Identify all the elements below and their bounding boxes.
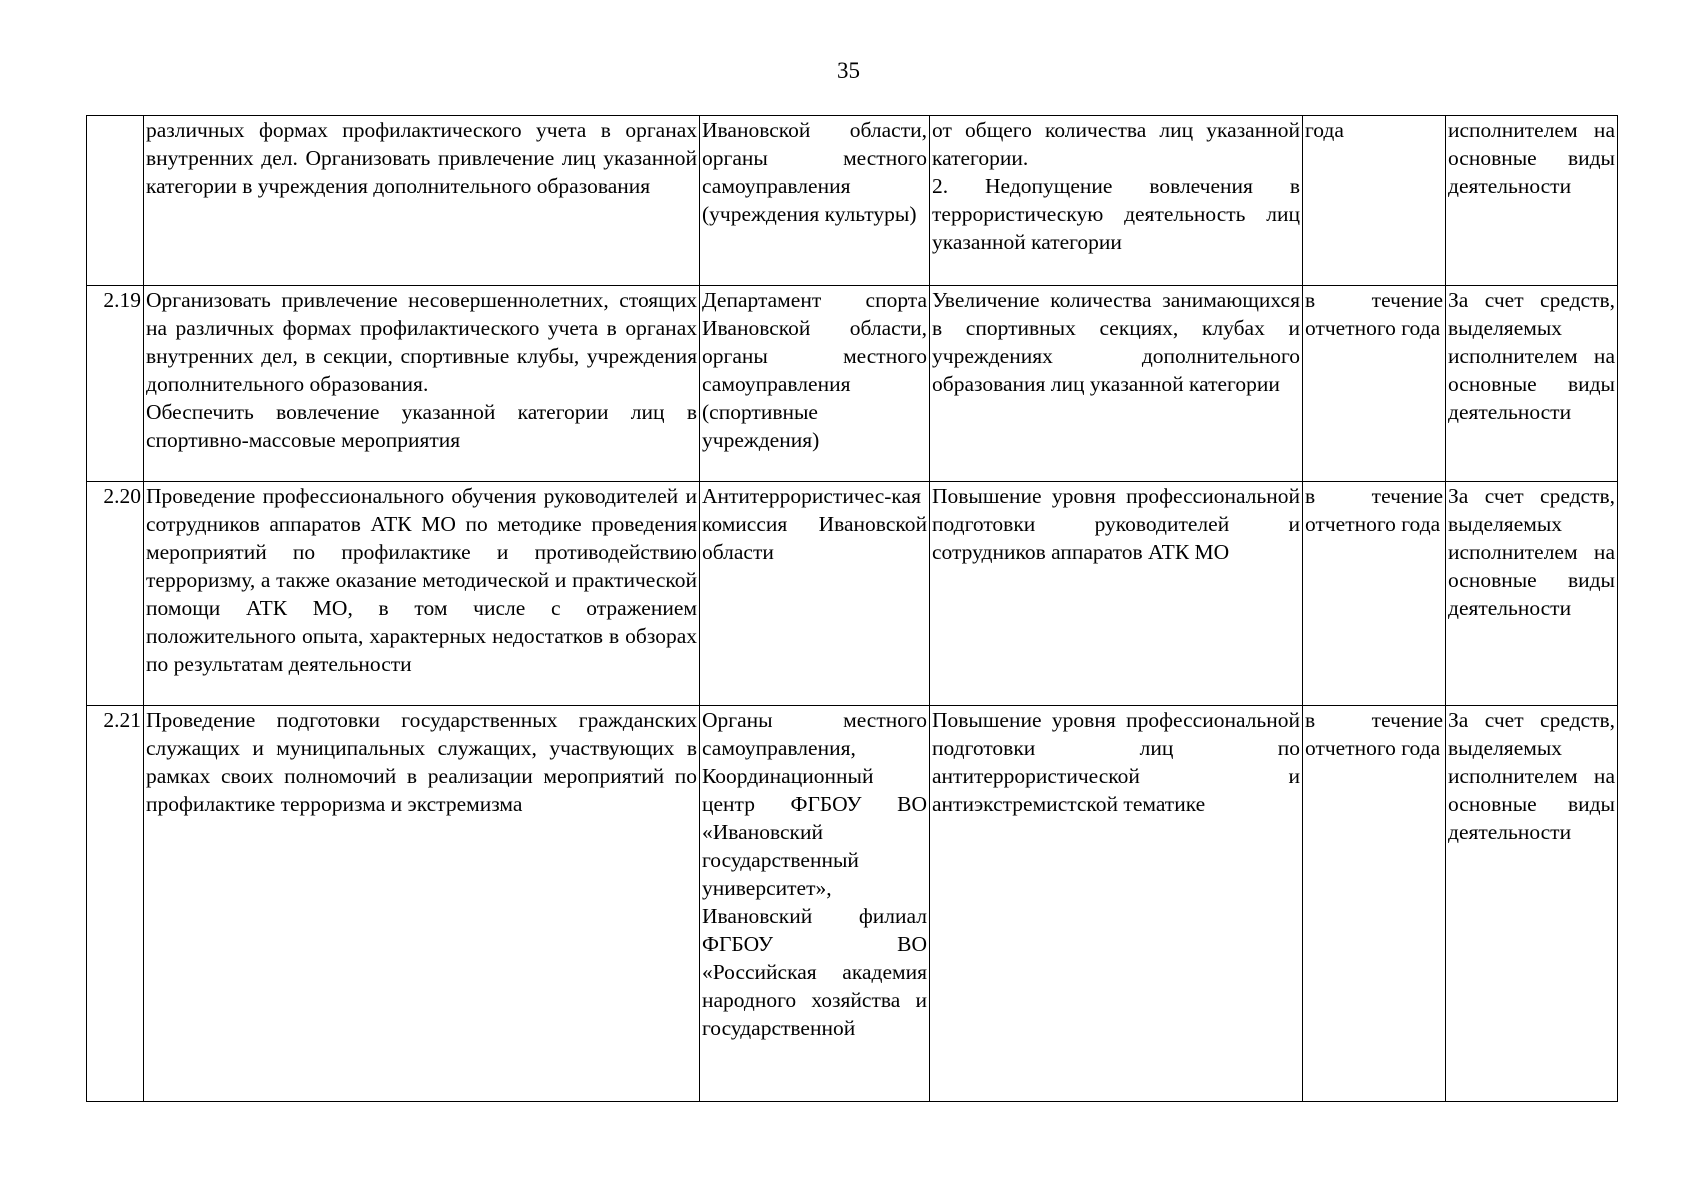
- row-number: 2.19: [87, 286, 144, 482]
- result-cell: [930, 116, 1303, 286]
- funding-cell: исполнителем на основные виды деятельности: [1446, 116, 1618, 286]
- executor-cell: Органы местного самоуправления, Координационный центр ФГБОУ ВО «Ивановский государственный университет», Ивановский филиал ФГБОУ ВО «Российская академия народного хозяйства и государственной: [700, 706, 930, 1102]
- measure-cell: различных формах профилактического учета в органах внутренних дел. Организовать привлечение лиц указанной категории в учреждения дополнительного образования: [144, 116, 700, 286]
- row-number: 2.21: [87, 706, 144, 1102]
- funding-cell: За счет средств, выделяемых исполнителем на основные виды деятельности: [1446, 286, 1618, 482]
- table-row: [87, 286, 1618, 482]
- executor-cell: Департамент спорта Ивановской области, органы местного самоуправления (спортивные учреждения): [700, 286, 930, 482]
- executor-cell: Антитеррористичес-кая комиссия Ивановской области: [700, 482, 930, 706]
- measure-cell: Проведение подготовки государственных гражданских служащих и муниципальных служащих, участвующих в рамках своих полномочий в реализации мероприятий по профилактике терроризма и экстремизма: [144, 706, 700, 1102]
- table-row: [87, 116, 1618, 286]
- table-row: [87, 482, 1618, 706]
- table-row: [87, 706, 1618, 1102]
- funding-cell: За счет средств, выделяемых исполнителем на основные виды деятельности: [1446, 706, 1618, 1102]
- term-cell: года: [1303, 116, 1446, 286]
- measure-text: Организовать привлечение несовершеннолетних, стоящих на различных формах профилактического учета в органах внутренних дел, в секции, спортивные клубы, учреждения дополнительного образования.: [146, 288, 697, 396]
- measure-cell: [144, 286, 700, 482]
- term-cell: в течение отчетного года: [1303, 286, 1446, 482]
- row-number: 2.20: [87, 482, 144, 706]
- measure-text-2: Обеспечить вовлечение указанной категории лиц в спортивно-массовые мероприятия: [146, 400, 697, 452]
- measure-cell: Проведение профессионального обучения руководителей и сотрудников аппаратов АТК МО по методике проведения мероприятий по профилактике и противодействию терроризму, а также оказание методической и практической помощи АТК МО, в том числе с отражением положительного опыта, характерных недостатков в обзорах по результатам деятельности: [144, 482, 700, 706]
- result-text-2: 2. Недопущение вовлечения в террористическую деятельность лиц указанной категории: [932, 174, 1300, 254]
- page-number: 35: [837, 58, 860, 83]
- result-text: от общего количества лиц указанной категории.: [932, 118, 1300, 170]
- funding-cell: За счет средств, выделяемых исполнителем на основные виды деятельности: [1446, 482, 1618, 706]
- measures-table: [86, 115, 1618, 1102]
- result-cell: Повышение уровня профессиональной подготовки лиц по антитеррористической и антиэкстремистской тематике: [930, 706, 1303, 1102]
- executor-cell: Ивановской области, органы местного самоуправления (учреждения культуры): [700, 116, 930, 286]
- row-number: [87, 116, 144, 286]
- result-cell: Увеличение количества занимающихся в спортивных секциях, клубах и учреждениях дополнительного образования лиц указанной категории: [930, 286, 1303, 482]
- result-cell: Повышение уровня профессиональной подготовки руководителей и сотрудников аппаратов АТК МО: [930, 482, 1303, 706]
- term-cell: в течение отчетного года: [1303, 706, 1446, 1102]
- term-cell: в течение отчетного года: [1303, 482, 1446, 706]
